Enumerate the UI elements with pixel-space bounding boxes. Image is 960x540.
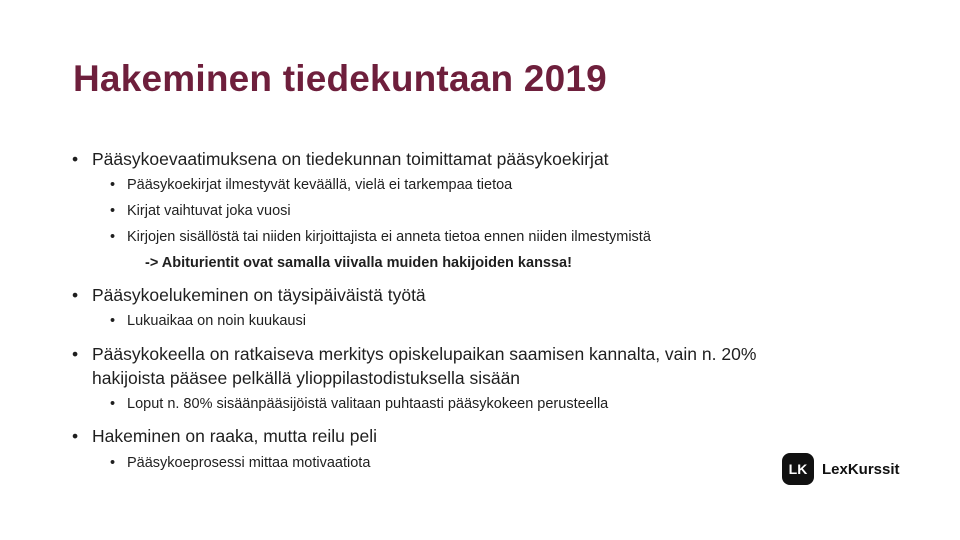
bullet-item [72,426,377,447]
bullet-icon: • [110,177,116,193]
lexkurssit-logo [782,453,900,485]
bullet-icon: • [110,455,116,471]
bullet-icon: • [72,344,79,364]
bullet-text: Loput n. 80% sisäänpääsijöistä valitaan puhtaasti pääsykokeen perusteella [127,396,609,412]
bullet-text: Kirjat vaihtuvat joka vuosi [127,203,291,219]
bullet-item [72,285,426,306]
emphasis-line [145,255,572,271]
sub-bullet-item [110,203,291,219]
bullet-text: Pääsykoelukeminen on täysipäiväistä työtä [92,285,426,305]
logo-mark-icon: LK [782,453,814,485]
logo-name: LexKurssit [822,460,900,478]
sub-bullet-item [110,396,608,412]
bullet-text: hakijoista pääsee pelkällä ylioppilastodistuksella sisään [92,368,521,388]
bullet-text: Pääsykoeprosessi mittaa motivaatiota [127,455,371,471]
sub-bullet-item [110,313,306,329]
bullet-icon: • [72,149,79,169]
sub-bullet-item [110,229,651,245]
bullet-item [72,149,609,170]
bullet-text: Kirjojen sisällöstä tai niiden kirjoittajista ei anneta tietoa ennen niiden ilmestymistä [127,229,651,245]
bullet-icon: • [110,203,116,219]
bullet-icon: • [110,396,116,412]
bullet-text: Hakeminen on raaka, mutta reilu peli [92,426,378,446]
sub-bullet-item [110,177,512,193]
bullet-text: Pääsykoevaatimuksena on tiedekunnan toimittamat pääsykoekirjat [92,149,609,169]
bullet-text: Pääsykoekirjat ilmestyvät keväällä, vielä ei tarkempaa tietoa [127,177,513,193]
bullet-continuation [92,368,520,389]
bullet-icon: • [110,313,116,329]
emphasis-text: -> Abiturientit ovat samalla viivalla muiden hakijoiden kanssa! [145,255,572,271]
bullet-text: Lukuaikaa on noin kuukausi [127,313,306,329]
bullet-item [72,344,756,365]
bullet-icon: • [110,229,116,245]
bullet-icon: • [72,426,79,446]
bullet-text: Pääsykokeella on ratkaiseva merkitys opiskelupaikan saamisen kannalta, vain n. 20% [92,344,757,364]
sub-bullet-item [110,455,370,471]
slide-title: Hakeminen tiedekuntaan 2019 [73,58,607,99]
bullet-icon: • [72,285,79,305]
